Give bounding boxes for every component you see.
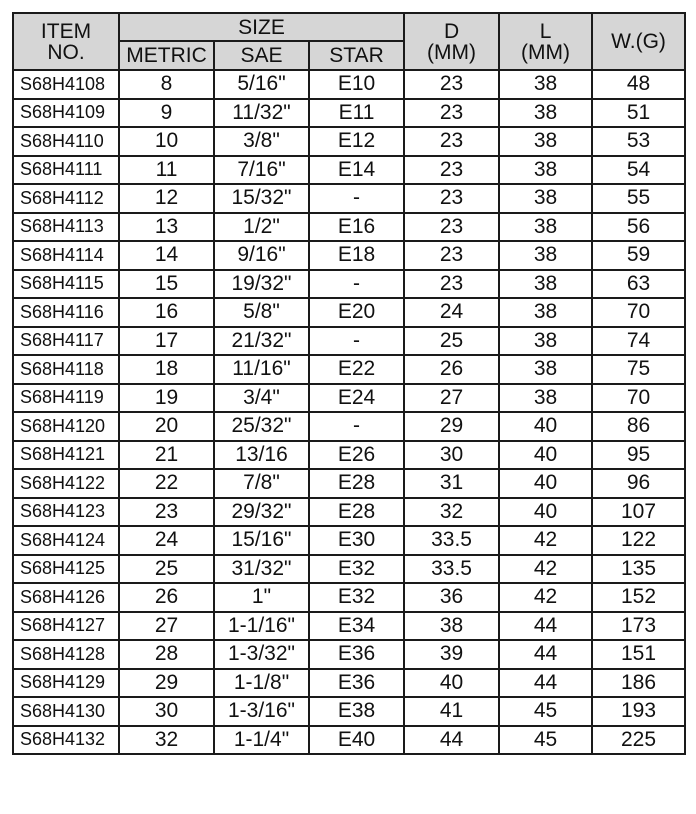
cell-item-no: S68H4109: [13, 99, 119, 128]
cell-d: 23: [404, 213, 499, 242]
cell-l: 38: [499, 327, 592, 356]
cell-weight: 122: [592, 526, 685, 555]
header-item-line1: ITEM: [40, 19, 92, 43]
cell-l: 42: [499, 526, 592, 555]
cell-sae: 1/2": [214, 213, 309, 242]
cell-metric: 24: [119, 526, 214, 555]
table-row: [13, 127, 685, 156]
cell-d: 32: [404, 498, 499, 527]
table-row: [13, 726, 685, 755]
cell-sae: 21/32": [214, 327, 309, 356]
cell-l: 38: [499, 70, 592, 99]
cell-l: 45: [499, 697, 592, 726]
cell-sae: 1-1/4": [214, 726, 309, 755]
cell-metric: 16: [119, 298, 214, 327]
cell-d: 29: [404, 412, 499, 441]
cell-weight: 74: [592, 327, 685, 356]
cell-l: 38: [499, 99, 592, 128]
cell-metric: 32: [119, 726, 214, 755]
cell-star: -: [309, 327, 404, 356]
table-header: [13, 13, 685, 70]
cell-weight: 135: [592, 555, 685, 584]
cell-sae: 11/16": [214, 355, 309, 384]
cell-metric: 15: [119, 270, 214, 299]
cell-sae: 1-3/16": [214, 697, 309, 726]
cell-metric: 12: [119, 184, 214, 213]
cell-d: 26: [404, 355, 499, 384]
cell-d: 36: [404, 583, 499, 612]
table-row: [13, 241, 685, 270]
cell-weight: 59: [592, 241, 685, 270]
cell-metric: 8: [119, 70, 214, 99]
cell-metric: 28: [119, 640, 214, 669]
cell-weight: 95: [592, 441, 685, 470]
cell-l: 38: [499, 384, 592, 413]
cell-sae: 1-3/32": [214, 640, 309, 669]
table-row: [13, 669, 685, 698]
cell-sae: 3/4": [214, 384, 309, 413]
cell-l: 38: [499, 184, 592, 213]
cell-weight: 86: [592, 412, 685, 441]
cell-weight: 75: [592, 355, 685, 384]
header-metric: METRIC: [119, 41, 214, 70]
cell-star: -: [309, 270, 404, 299]
header-star: STAR: [309, 41, 404, 70]
cell-item-no: S68H4114: [13, 241, 119, 270]
cell-item-no: S68H4127: [13, 612, 119, 641]
table-row: [13, 384, 685, 413]
cell-d: 39: [404, 640, 499, 669]
cell-l: 40: [499, 469, 592, 498]
cell-weight: 151: [592, 640, 685, 669]
table-row: [13, 612, 685, 641]
cell-d: 38: [404, 612, 499, 641]
cell-l: 40: [499, 441, 592, 470]
cell-l: 44: [499, 669, 592, 698]
cell-item-no: S68H4130: [13, 697, 119, 726]
cell-l: 38: [499, 241, 592, 270]
cell-d: 23: [404, 270, 499, 299]
header-item-line2: NO.: [47, 40, 85, 64]
cell-star: E32: [309, 583, 404, 612]
table-row: [13, 412, 685, 441]
cell-star: E12: [309, 127, 404, 156]
spec-table-container: [12, 12, 686, 755]
table-row: [13, 327, 685, 356]
cell-sae: 13/16: [214, 441, 309, 470]
cell-item-no: S68H4119: [13, 384, 119, 413]
cell-d: 23: [404, 241, 499, 270]
cell-item-no: S68H4117: [13, 327, 119, 356]
cell-metric: 18: [119, 355, 214, 384]
cell-star: E32: [309, 555, 404, 584]
cell-item-no: S68H4115: [13, 270, 119, 299]
cell-l: 38: [499, 127, 592, 156]
cell-l: 44: [499, 612, 592, 641]
cell-star: E20: [309, 298, 404, 327]
cell-metric: 27: [119, 612, 214, 641]
cell-item-no: S68H4110: [13, 127, 119, 156]
table-row: [13, 498, 685, 527]
cell-item-no: S68H4113: [13, 213, 119, 242]
cell-d: 25: [404, 327, 499, 356]
cell-star: E26: [309, 441, 404, 470]
cell-d: 23: [404, 127, 499, 156]
header-l-line2: (MM): [521, 40, 571, 64]
cell-d: 24: [404, 298, 499, 327]
cell-l: 42: [499, 583, 592, 612]
cell-d: 23: [404, 184, 499, 213]
cell-item-no: S68H4126: [13, 583, 119, 612]
header-l: [499, 13, 592, 70]
cell-item-no: S68H4129: [13, 669, 119, 698]
cell-l: 38: [499, 213, 592, 242]
cell-star: E28: [309, 469, 404, 498]
cell-star: E24: [309, 384, 404, 413]
table-row: [13, 441, 685, 470]
cell-item-no: S68H4128: [13, 640, 119, 669]
cell-star: E28: [309, 498, 404, 527]
cell-star: E22: [309, 355, 404, 384]
table-row: [13, 469, 685, 498]
cell-l: 38: [499, 156, 592, 185]
cell-sae: 5/8": [214, 298, 309, 327]
cell-star: E14: [309, 156, 404, 185]
table-row: [13, 697, 685, 726]
table-row: [13, 156, 685, 185]
cell-sae: 7/8": [214, 469, 309, 498]
spec-table: [12, 12, 686, 755]
cell-sae: 29/32": [214, 498, 309, 527]
cell-item-no: S68H4108: [13, 70, 119, 99]
cell-item-no: S68H4123: [13, 498, 119, 527]
cell-sae: 1-1/16": [214, 612, 309, 641]
cell-metric: 14: [119, 241, 214, 270]
table-row: [13, 555, 685, 584]
cell-star: E36: [309, 640, 404, 669]
cell-metric: 13: [119, 213, 214, 242]
cell-item-no: S68H4111: [13, 156, 119, 185]
cell-weight: 96: [592, 469, 685, 498]
cell-weight: 70: [592, 298, 685, 327]
cell-weight: 70: [592, 384, 685, 413]
cell-item-no: S68H4112: [13, 184, 119, 213]
header-d-line1: D: [443, 19, 460, 43]
cell-star: E18: [309, 241, 404, 270]
table-row: [13, 70, 685, 99]
cell-item-no: S68H4132: [13, 726, 119, 755]
cell-d: 27: [404, 384, 499, 413]
cell-sae: 9/16": [214, 241, 309, 270]
cell-star: E10: [309, 70, 404, 99]
cell-l: 45: [499, 726, 592, 755]
cell-l: 38: [499, 298, 592, 327]
cell-l: 40: [499, 412, 592, 441]
table-row: [13, 640, 685, 669]
cell-star: -: [309, 184, 404, 213]
cell-star: E38: [309, 697, 404, 726]
cell-metric: 30: [119, 697, 214, 726]
cell-metric: 26: [119, 583, 214, 612]
cell-d: 41: [404, 697, 499, 726]
cell-weight: 173: [592, 612, 685, 641]
cell-sae: 11/32": [214, 99, 309, 128]
cell-d: 23: [404, 99, 499, 128]
cell-item-no: S68H4120: [13, 412, 119, 441]
cell-weight: 186: [592, 669, 685, 698]
cell-sae: 1": [214, 583, 309, 612]
cell-l: 38: [499, 355, 592, 384]
cell-weight: 63: [592, 270, 685, 299]
cell-d: 44: [404, 726, 499, 755]
cell-metric: 10: [119, 127, 214, 156]
header-item-no: [13, 13, 119, 70]
cell-sae: 25/32": [214, 412, 309, 441]
cell-l: 42: [499, 555, 592, 584]
cell-l: 44: [499, 640, 592, 669]
cell-sae: 19/32": [214, 270, 309, 299]
cell-d: 30: [404, 441, 499, 470]
cell-l: 38: [499, 270, 592, 299]
cell-weight: 152: [592, 583, 685, 612]
cell-star: E40: [309, 726, 404, 755]
cell-item-no: S68H4116: [13, 298, 119, 327]
cell-star: E11: [309, 99, 404, 128]
cell-sae: 31/32": [214, 555, 309, 584]
cell-sae: 1-1/8": [214, 669, 309, 698]
cell-d: 23: [404, 70, 499, 99]
cell-sae: 5/16": [214, 70, 309, 99]
cell-item-no: S68H4121: [13, 441, 119, 470]
cell-sae: 15/32": [214, 184, 309, 213]
table-row: [13, 298, 685, 327]
cell-weight: 55: [592, 184, 685, 213]
cell-d: 23: [404, 156, 499, 185]
cell-star: E30: [309, 526, 404, 555]
cell-metric: 9: [119, 99, 214, 128]
cell-item-no: S68H4118: [13, 355, 119, 384]
cell-metric: 19: [119, 384, 214, 413]
header-sae: SAE: [214, 41, 309, 70]
cell-metric: 17: [119, 327, 214, 356]
cell-star: E36: [309, 669, 404, 698]
cell-sae: 7/16": [214, 156, 309, 185]
cell-item-no: S68H4124: [13, 526, 119, 555]
cell-d: 33.5: [404, 555, 499, 584]
cell-metric: 20: [119, 412, 214, 441]
header-d-line2: (MM): [427, 40, 477, 64]
table-row: [13, 583, 685, 612]
table-row: [13, 526, 685, 555]
header-size: SIZE: [119, 13, 404, 41]
cell-metric: 22: [119, 469, 214, 498]
cell-d: 33.5: [404, 526, 499, 555]
cell-metric: 25: [119, 555, 214, 584]
cell-d: 40: [404, 669, 499, 698]
cell-sae: 3/8": [214, 127, 309, 156]
cell-weight: 193: [592, 697, 685, 726]
cell-metric: 23: [119, 498, 214, 527]
cell-sae: 15/16": [214, 526, 309, 555]
table-row: [13, 213, 685, 242]
cell-weight: 225: [592, 726, 685, 755]
table-row: [13, 355, 685, 384]
cell-star: -: [309, 412, 404, 441]
cell-metric: 21: [119, 441, 214, 470]
cell-item-no: S68H4122: [13, 469, 119, 498]
table-row: [13, 99, 685, 128]
table-row: [13, 270, 685, 299]
cell-weight: 107: [592, 498, 685, 527]
cell-weight: 48: [592, 70, 685, 99]
cell-weight: 53: [592, 127, 685, 156]
cell-d: 31: [404, 469, 499, 498]
table-row: [13, 184, 685, 213]
cell-l: 40: [499, 498, 592, 527]
cell-weight: 54: [592, 156, 685, 185]
cell-star: E16: [309, 213, 404, 242]
table-body: [13, 70, 685, 754]
cell-item-no: S68H4125: [13, 555, 119, 584]
cell-metric: 11: [119, 156, 214, 185]
header-weight: W.(G): [592, 13, 685, 70]
cell-weight: 56: [592, 213, 685, 242]
cell-star: E34: [309, 612, 404, 641]
cell-metric: 29: [119, 669, 214, 698]
header-d: [404, 13, 499, 70]
header-l-line1: L: [539, 19, 552, 43]
cell-weight: 51: [592, 99, 685, 128]
